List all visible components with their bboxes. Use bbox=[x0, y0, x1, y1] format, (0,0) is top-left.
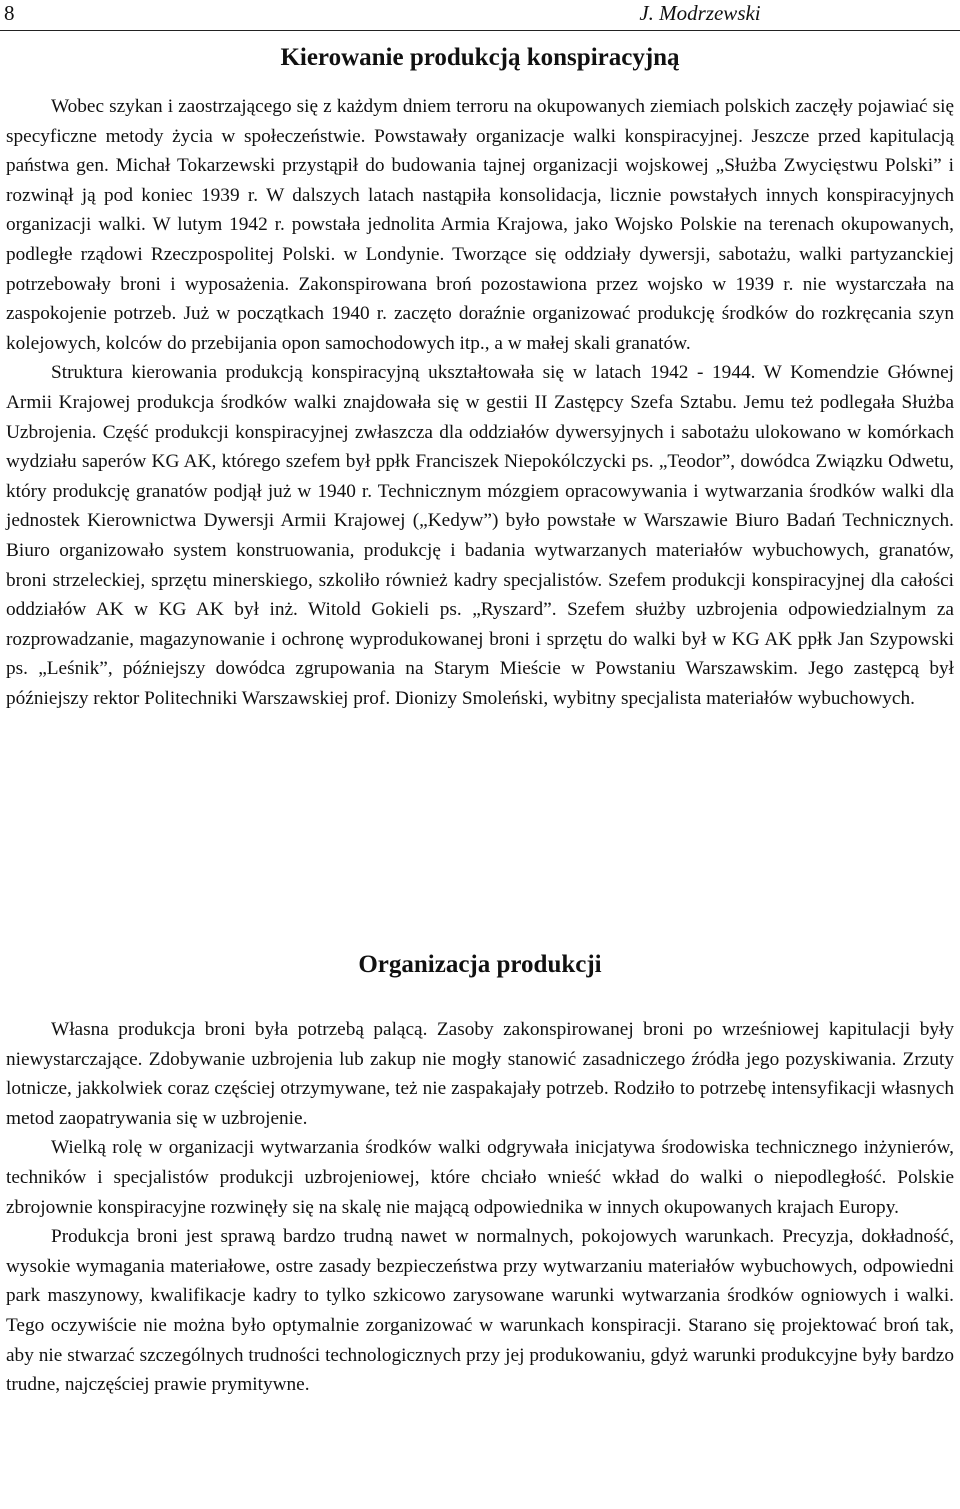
running-head-author: J. Modrzewski bbox=[639, 1, 761, 25]
paragraph: Wobec szykan i zaostrzającego się z każdym dniem terroru na okupowanych ziemiach polskich zaczęły pojawiać się specyficzne metody życia w społeczeństwie. Powstawały organizacje walki konspiracyjnej. Jeszcze przed kapitulacją państwa gen. Michał Tokarzewski przystąpił do budowania tajnej organizacji wojskowej „Służba Zwycięstwu Polski” i rozwinął ją pod koniec 1939 r. W dalszych latach nastąpiła konsolidacja, licznie powstałych innych konspiracyjnych organizacji walki. W lutym 1942 r. powstała jednolita Armia Krajowa, jako Wojsko Polskie na terenach okupowanych, podległe rządowi Rzeczpospolitej Polski. w Londynie. Tworzące się oddziały dywersji, sabotażu, walki partyzanckiej potrzebowały broni i wyposażenia. Zakonspirowana broń pozostawiona przez wojsko w 1939 r. nie wystarczała na zaspokojenie potrzeb. Już w początkach 1940 r. zaczęto doraźnie organizować produkcję środków do rozkręcania szyn kolejowych, kolców do przebijania opon samochodowych itp., a w małej skali granatów. bbox=[6, 96, 954, 354]
section-title-organizacja: Organizacja produkcji bbox=[358, 951, 602, 978]
page-header bbox=[0, 0, 960, 31]
paragraph: Wielką rolę w organizacji wytwarzania środków walki odgrywała inicjatywa środowiska technicznego inżynierów, techników i specjalistów produkcji uzbrojeniowej, które chciało wnieść wkład do walki o niepodległość. Polskie zbrojownie konspiracyjne rozwinęły się na skalę nie mającą odpowiednika w innych okupowanych krajach Europy. bbox=[6, 1137, 954, 1218]
section-body-kierowanie bbox=[6, 92, 954, 713]
section-body-organizacja bbox=[6, 1015, 954, 1400]
paragraph: Struktura kierowania produkcją konspiracyjną ukształtowała się w latach 1942 - 1944. W Komendzie Głównej Armii Krajowej produkcja środków walki znajdowała się w gestii II Zastępcy Szefa Sztabu. Jemu też podlegała Służba Uzbrojenia. Część produkcji konspiracyjnej zwłaszcza dla oddziałów dywersyjnych i sabotażu ulokowano w komórkach wydziału saperów KG AK, którego szefem był ppłk Franciszek Niepokólczycki ps. „Teodor”, dowódca Związku Odwetu, który produkcję granatów podjął już w 1940 r. Technicznym mózgiem opracowywania i wytwarzania środków walki dla jednostek Kierownictwa Dywersji Armii Krajowej („Kedyw”) było powstałe w Warszawie Biuro Badań Technicznych. Biuro organizowało system konstruowania, produkcję i badania wytwarzanych materiałów wybuchowych, granatów, broni strzeleckiej, sprzętu minerskiego, szkoliło również kadry specjalistów. Szefem produkcji konspiracyjnej dla całości oddziałów AK w KG AK był inż. Witold Gokieli ps. „Ryszard”. Szefem służby uzbrojenia odpowiedzialnym za rozprowadzanie, magazynowanie i ochronę wyprodukowanej broni i sprzętu do walki był w KG AK ppłk Jan Szypowski ps. „Leśnik”, późniejszy dowódca zgrupowania na Starym Mieście w Powstaniu Warszawskim. Jego zastępcą był późniejszy rektor Politechniki Warszawskiej prof. Dionizy Smoleński, wybitny specjalista materiałów wybuchowych. bbox=[6, 362, 954, 709]
section-title-kierowanie: Kierowanie produkcją konspiracyjną bbox=[280, 44, 680, 71]
page-number: 8 bbox=[4, 1, 15, 25]
paragraph: Własna produkcja broni była potrzebą palącą. Zasoby zakonspirowanej broni po wrześniowej kapitulacji były niewystarczające. Zdobywanie uzbrojenia lub zakup nie mogły stanowić zasadniczego źródła jego pozyskiwania. Zrzuty lotnicze, jakkolwiek coraz częściej otrzymywane, też nie zaspakajały potrzeb. Rodziło to potrzebę intensyfikacji własnych metod zaopatrywania się w uzbrojenie. bbox=[6, 1019, 954, 1129]
paragraph: Produkcja broni jest sprawą bardzo trudną nawet w normalnych, pokojowych warunkach. Precyzja, dokładność, wysokie wymagania materiałowe, ostre zasady bezpieczeństwa przy wytwarzaniu materiałów wybuchowych, odpowiedni park maszynowy, kwalifikacje kadry to tylko szkicowo zarysowane warunki wytwarzania środków ogniowych i walki. Tego oczywiście nie można było optymalnie zorganizować w warunkach konspiracji. Starano się projektować broń tak, aby nie stwarzać szczególnych trudności technologicznych przy jej produkowaniu, gdyż warunki produkcyjne były bardzo trudne, najczęściej prawie prymitywne. bbox=[6, 1226, 954, 1396]
